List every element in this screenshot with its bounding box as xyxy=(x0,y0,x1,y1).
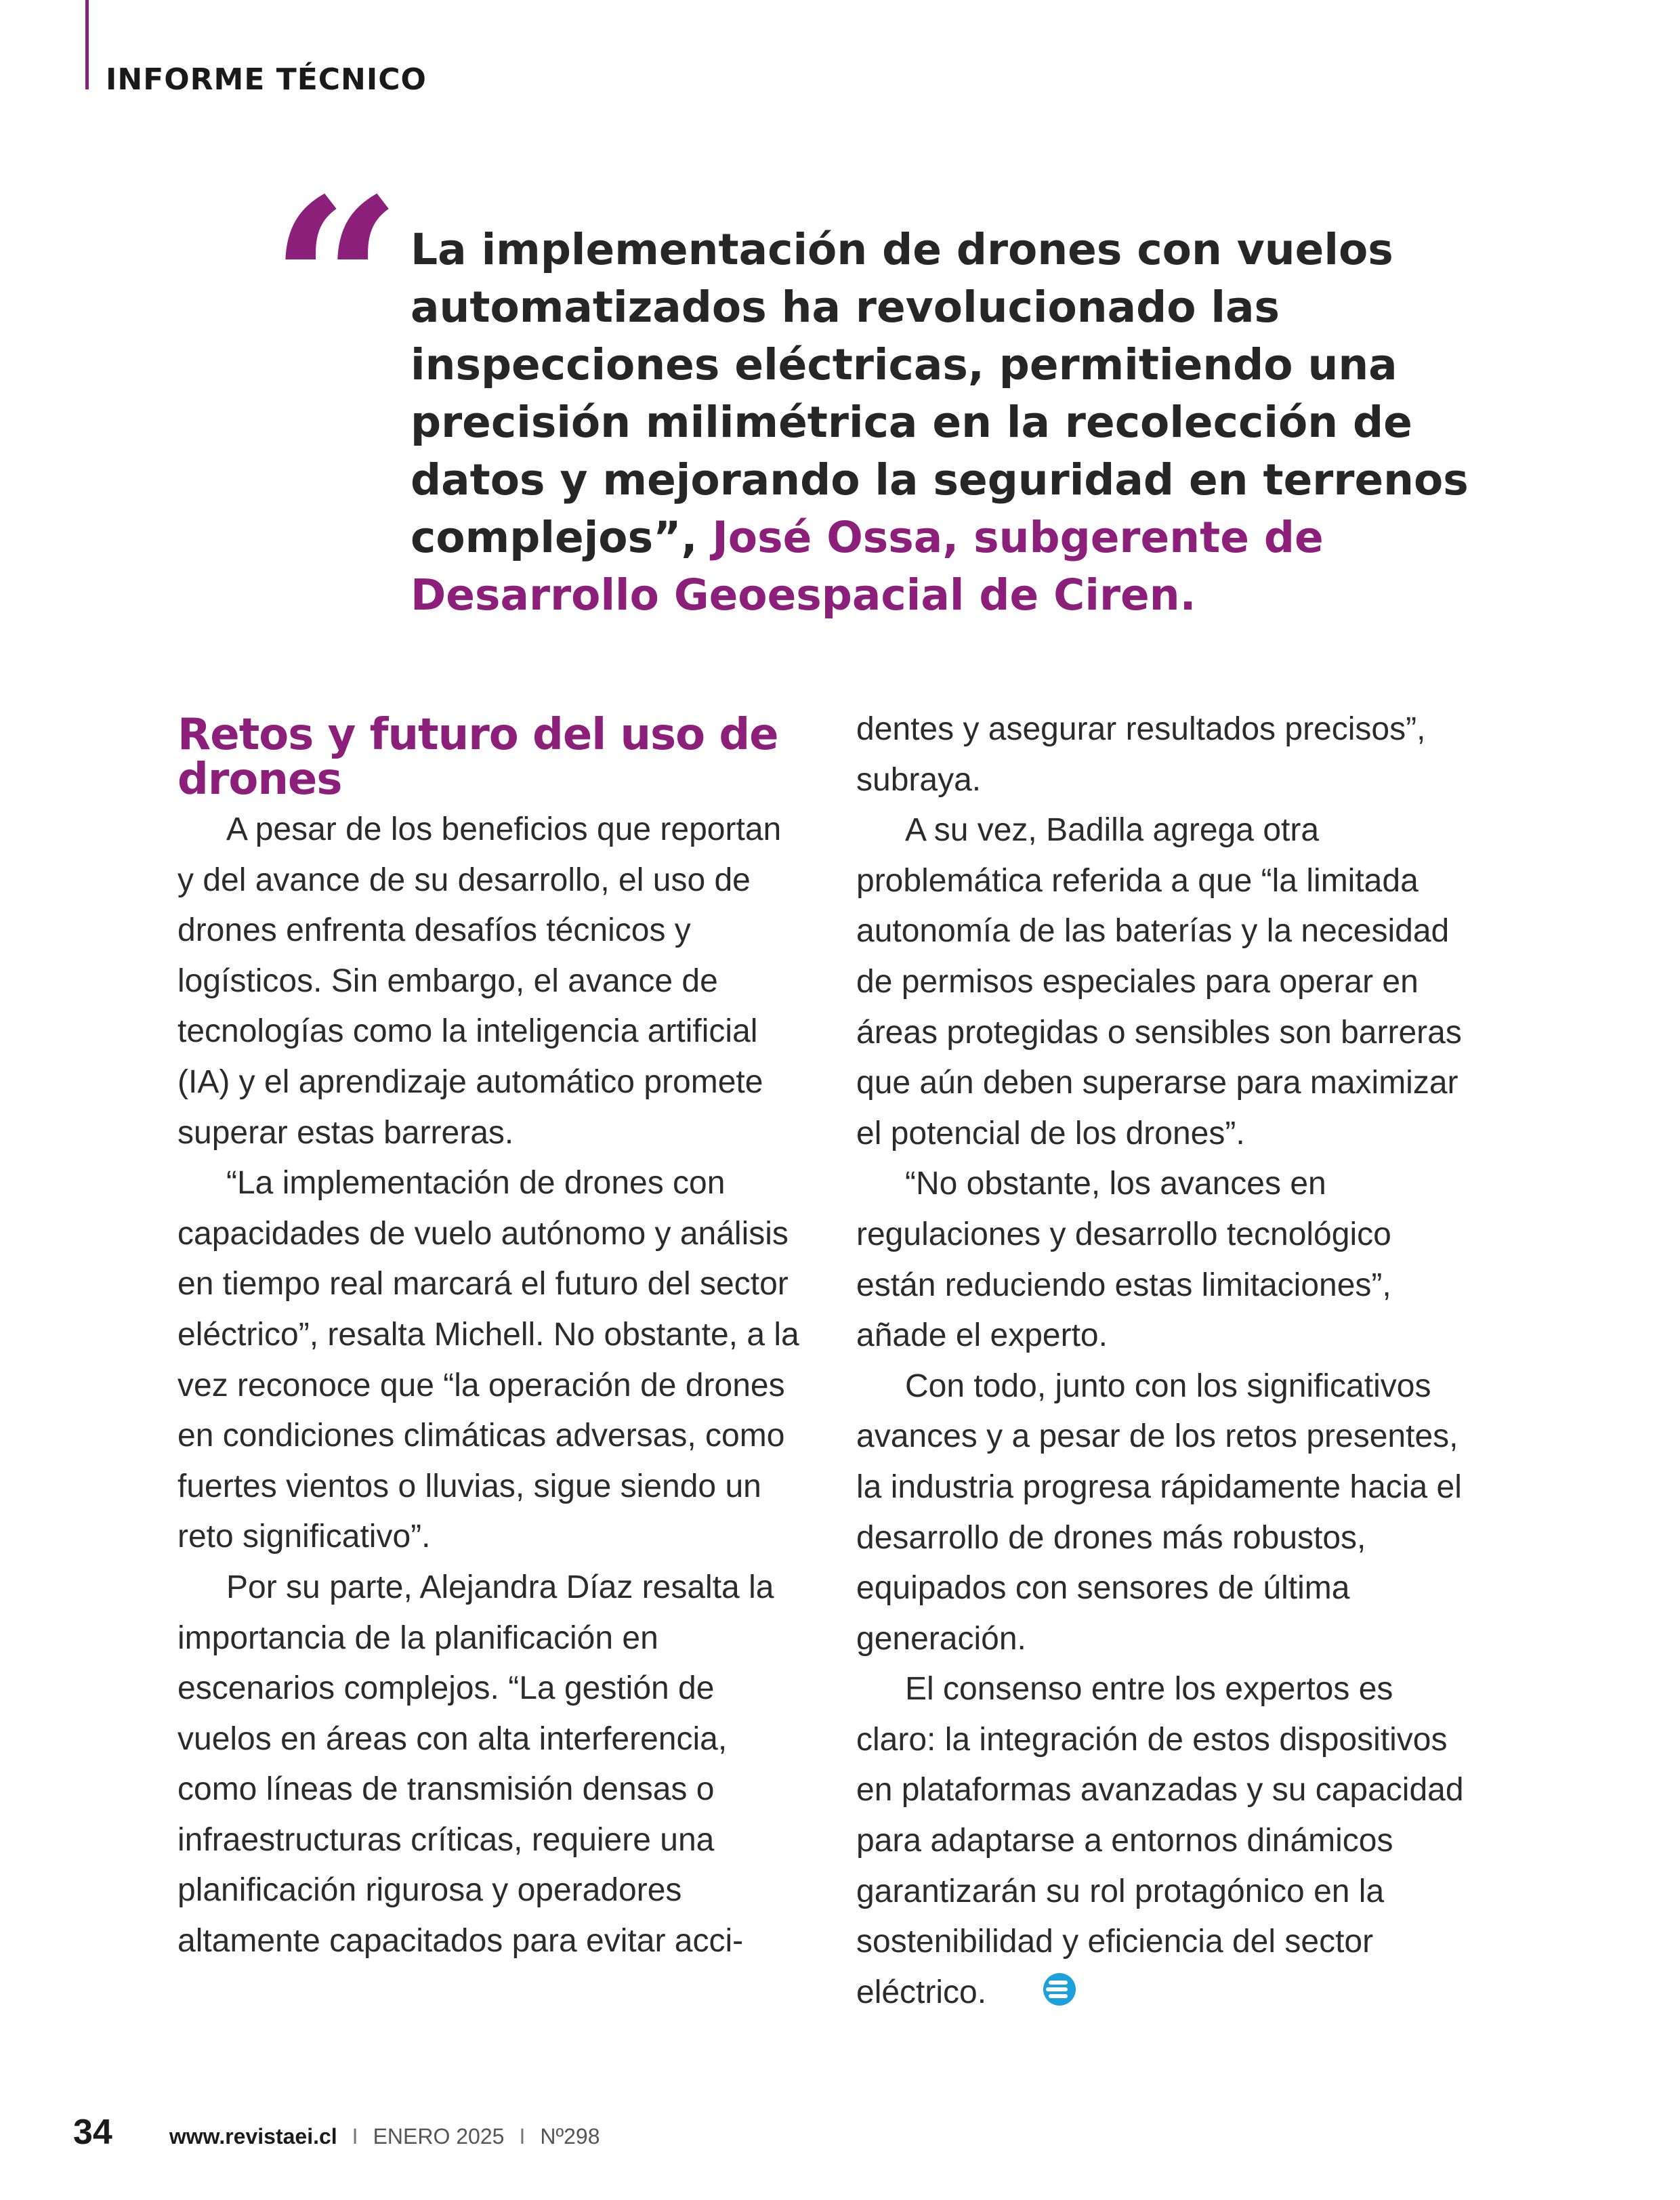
article-paragraph-continuation: dentes y asegurar resultados precisos”, subraya. xyxy=(856,711,1426,798)
article-paragraph: “La implementación de drones con capacidades de vuelo autónomo y análisis en tiempo real marcará el futuro del sector eléctrico”, resalta Michell. No obstante, a la vez reconoce que “la operación de drones en condiciones climáticas adversas, como fuertes vientos o lluvias, sigue siendo un reto significativo”. xyxy=(177,1165,799,1555)
quote-mark: “ xyxy=(270,149,402,419)
pull-quote-text: La implementación de drones con vuelos automatizados ha revolucionado las inspecciones eléctricas, permitiendo una precisión milimétrica en la recolección de datos y mejorando la seguridad en terrenos complejos”, xyxy=(411,225,1469,562)
article-paragraph: A pesar de los beneficios que reportan y del avance de su desarrollo, el uso de drones enfrenta desafíos técnicos y logísticos. Sin embargo, el avance de tecnologías como la inteligencia artificial (IA) y el aprendizaje automático promete superar estas barreras. xyxy=(177,811,782,1151)
section-label: INFORME TÉCNICO xyxy=(106,62,427,97)
article-heading: Retos y futuro del uso de drones xyxy=(177,710,778,805)
article-paragraph: Con todo, junto con los significativos avances y a pesar de los retos presentes, la industria progresa rápidamente hacia el desarrollo de drones más robustos, equipados con sensores de última generación. xyxy=(856,1368,1462,1657)
pull-quote-attribution: José Ossa, subgerente de Desarrollo Geoespacial de Ciren. xyxy=(411,513,1324,620)
article-paragraph-final xyxy=(856,1664,1479,2022)
article-paragraph: Por su parte, Alejandra Díaz resalta la importancia de la planificación en escenarios complejos. “La gestión de vuelos en áreas con alta interferencia, como líneas de transmisión densas o infraestructuras críticas, requiere una planificación rigurosa y operadores altamente capacitados para evitar acci- xyxy=(177,1569,774,1960)
issue-number: Nº298 xyxy=(540,2124,600,2149)
page-footer xyxy=(73,2112,600,2153)
footer-separator: I xyxy=(519,2124,526,2149)
issue-date: ENERO 2025 xyxy=(373,2124,505,2149)
page-number: 34 xyxy=(73,2113,112,2152)
ei-logo-icon xyxy=(993,1972,1077,2023)
article-column-left xyxy=(177,704,801,1967)
final-paragraph-text: El consenso entre los expertos es claro: la integración de estos dispositivos en plataformas avanzadas y su capacidad para adaptarse a entornos dinámicos garantizarán su rol protagónico en la sostenibilidad y eficiencia del sector eléctrico. xyxy=(856,1671,1464,2010)
article-paragraph: “No obstante, los avances en regulaciones y desarrollo tecnológico están reduciendo estas limitaciones”, añade el experto. xyxy=(856,1166,1391,1354)
article-column-right xyxy=(856,704,1479,2022)
website-link[interactable]: www.revistaei.cl xyxy=(169,2124,337,2149)
footer-separator: I xyxy=(352,2124,358,2149)
section-accent-bar xyxy=(85,0,89,89)
article-paragraph: A su vez, Badilla agrega otra problemática referida a que “la limitada autonomía de las baterías y la necesidad de permisos especiales para operar en áreas protegidas o sensibles son barreras que aún deben superarse para maximizar el potencial de los drones”. xyxy=(856,812,1462,1151)
pull-quote xyxy=(411,221,1555,624)
